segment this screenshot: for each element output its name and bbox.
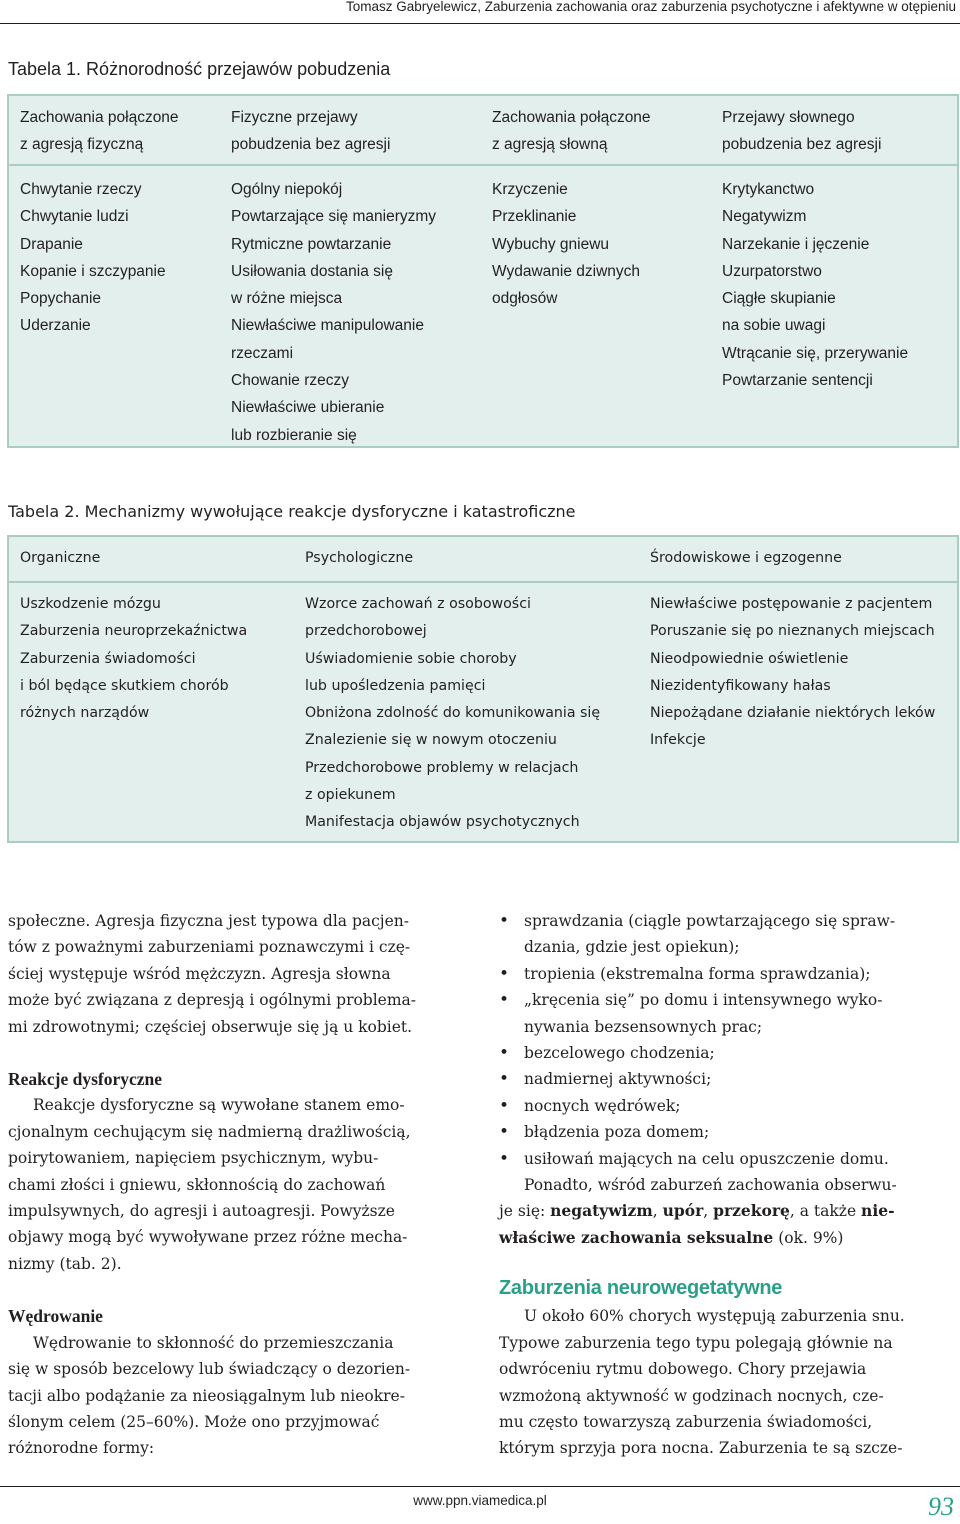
table1-header-col1 [20, 104, 179, 158]
table1-col1 [20, 176, 166, 340]
bold-term: nie- [861, 1201, 895, 1221]
table-cell: Uszkodzenie mózgu [20, 596, 161, 612]
table-cell: Nieodpowiednie oświetlenie [650, 650, 849, 667]
list-item [499, 1066, 959, 1092]
list-item [499, 908, 959, 961]
table2-caption: Tabela 2. Mechanizmy wywołujące reakcje dysforyczne i katastroficzne [8, 502, 576, 521]
table-cell: Kopanie i szczypanie [20, 262, 166, 280]
table-cell: Poruszanie się po nieznanych miejscach [650, 623, 935, 640]
left-text-column [8, 908, 468, 1462]
table-cell: rzeczami [231, 344, 294, 362]
table-cell: i ból będące skutkiem chorób [20, 677, 229, 694]
text-line: społeczne. Agresja fizyczna jest typowa dla pacjen- [8, 912, 410, 930]
table-cell: Niewłaściwe manipulowanie [231, 317, 424, 335]
table1-col3 [492, 176, 640, 312]
table-cell: Niewłaściwe postępowanie z pacjentem [650, 596, 933, 612]
text-span: je się: [499, 1202, 551, 1221]
table1-col4 [722, 176, 908, 394]
table2 [7, 535, 959, 843]
table-cell: Infekcje [650, 732, 706, 749]
header-line: z agresją słowną [492, 136, 608, 153]
list-item [499, 1119, 959, 1145]
text-line: tów z poważnymi zaburzeniami poznawczymi i czę- [8, 938, 411, 957]
text-line: • „kręcenia się” po domu i intensywnego wyko- [524, 991, 883, 1010]
text-line: może być związana z depresją i ogólnymi problema- [8, 991, 417, 1010]
text-line: mi zdrowotnymi; częściej obserwuje się ją u kobiet. [8, 1017, 413, 1036]
table1 [7, 94, 959, 448]
list-item [499, 1093, 959, 1119]
text-line: którym sprzyja pora nocna. Zaburzenia te są szcze- [499, 1439, 903, 1458]
table-cell: Niepożądane działanie niektórych leków [650, 705, 936, 722]
section-heading-dysphoric: Reakcje dysforyczne [8, 1069, 163, 1090]
table-cell: Narzekanie i jęczenie [722, 235, 870, 253]
bold-term: właściwe zachowania seksualne [499, 1227, 774, 1247]
table-cell: lub rozbieranie się [231, 426, 357, 444]
table-cell: Zaburzenia neuroprzekaźnictwa [20, 623, 248, 640]
table-cell: Ogólny niepokój [231, 181, 343, 198]
text-line: cjonalnym cechującym się nadmierną drażliwością, [8, 1122, 411, 1141]
table-cell: Wtrącanie się, przerywanie [722, 344, 909, 362]
wandering-forms-list [499, 908, 959, 1172]
table-cell: odgłosów [492, 290, 558, 308]
header-line: pobudzenia bez agresji [231, 136, 391, 153]
table1-header-rule [9, 164, 957, 166]
table2-col2 [305, 591, 600, 837]
table2-header-col2: Psychologiczne [305, 550, 414, 566]
text-line: • nocnych wędrówek; [524, 1096, 681, 1115]
text-line: ślonym celem (25–60%). Może ono przyjmować [8, 1412, 380, 1431]
table2-header-rule [9, 581, 957, 583]
table-cell: Niewłaściwe ubieranie [231, 399, 385, 417]
header-line: Fizyczne przejawy [231, 109, 358, 126]
bold-term: negatywizm [550, 1201, 653, 1221]
table-cell: Krytykanctwo [722, 181, 815, 198]
text-span: , a także [789, 1202, 862, 1221]
table-cell: na sobie uwagi [722, 317, 826, 335]
text-line: odwróceniu rytmu dobowego. Chory przejawia [499, 1360, 867, 1379]
table-cell: Rytmiczne powtarzanie [231, 235, 392, 253]
table-cell: Ciągłe skupianie [722, 290, 836, 308]
text-line: mu często towarzyszą zaburzenia świadomości, [499, 1412, 873, 1431]
list-item [499, 961, 959, 987]
table-cell: Uzurpatorstwo [722, 262, 822, 280]
footer-rule [0, 1486, 960, 1487]
table-cell: Przedchorobowe problemy w relacjach [305, 759, 579, 776]
right-text-column [499, 908, 959, 1462]
text-line: Wędrowanie to skłonność do przemieszczania [33, 1333, 394, 1352]
table-cell: Wybuchy gniewu [492, 235, 610, 253]
text-line: Ponadto, wśród zaburzeń zachowania obserwu- [524, 1176, 897, 1195]
text-span: , [652, 1202, 663, 1221]
bold-term: upór [662, 1201, 704, 1221]
section-heading-wandering: Wędrowanie [8, 1306, 103, 1327]
table2-header-col3: Środowiskowe i egzogenne [650, 550, 842, 566]
text-line: się w sposób bezcelowy lub świadczący o dezorien- [8, 1360, 411, 1379]
table1-header-col4 [722, 104, 881, 158]
header-line: Przejawy słownego [722, 109, 855, 126]
text-line: U około 60% chorych występują zaburzenia snu. [524, 1307, 905, 1326]
table2-col1 [20, 591, 247, 727]
table-cell: Wzorce zachowań z osobowości [305, 596, 531, 612]
text-line: Typowe zaburzenia tego typu polegają głównie na [499, 1333, 893, 1352]
table-cell: Drapanie [20, 235, 83, 253]
table1-header-col3 [492, 104, 651, 158]
list-item [499, 1040, 959, 1066]
footer-url: www.ppn.viamedica.pl [413, 1493, 547, 1508]
text-line: chami złości i gniewu, skłonnością do zachowań [8, 1175, 386, 1194]
table-cell: różnych narządów [20, 705, 150, 722]
table-cell: Krzyczenie [492, 181, 568, 198]
header-rule [0, 23, 960, 24]
text-line: nizmy (tab. 2). [8, 1254, 122, 1273]
table-cell: Chowanie rzeczy [231, 372, 350, 390]
text-line: wzmożoną aktywność w godzinach nocnych, cze- [499, 1386, 884, 1405]
table-cell: Chwytanie rzeczy [20, 181, 142, 198]
text-line: impulsywnych, do agresji i autoagresji. Powyższe [8, 1202, 395, 1221]
table-cell: Obniżona zdolność do komunikowania się [305, 705, 601, 722]
text-span: , [703, 1202, 714, 1221]
table-cell: Zaburzenia świadomości [20, 650, 196, 667]
table-cell: Uświadomienie sobie choroby [305, 650, 517, 667]
text-line: tacji albo podążanie za nieosiągalnym lub nieokre- [8, 1386, 405, 1405]
table1-header-col2 [231, 104, 390, 158]
list-item [499, 1146, 959, 1172]
table-cell: lub upośledzenia pamięci [305, 677, 486, 694]
list-item [499, 987, 959, 1040]
text-line: • tropienia (ekstremalna forma sprawdzania); [524, 964, 871, 983]
text-line: Reakcje dysforyczne są wywołane stanem emo- [33, 1096, 405, 1115]
table1-caption: Tabela 1. Różnorodność przejawów pobudzenia [8, 59, 391, 79]
header-line: pobudzenia bez agresji [722, 136, 882, 153]
header-line: Zachowania połączone [492, 109, 651, 126]
table-cell: przedchorobowej [305, 623, 427, 640]
text-line: • usiłowań mających na celu opuszczenie domu. [524, 1149, 889, 1168]
table2-header-col1: Organiczne [20, 550, 101, 566]
table-cell: Powtarzanie sentencji [722, 372, 873, 390]
table-cell: Manifestacja objawów psychotycznych [305, 814, 580, 831]
table-cell: Uderzanie [20, 317, 91, 335]
text-line [499, 1225, 959, 1251]
table2-col3 [650, 591, 935, 755]
table-cell: Przeklinanie [492, 208, 577, 226]
text-line: ściej występuje wśród mężczyzn. Agresja słowna [8, 964, 391, 983]
table1-col2 [231, 176, 436, 449]
table-cell: z opiekunem [305, 787, 396, 804]
text-line [499, 1198, 959, 1224]
header-line: z agresją fizyczną [20, 136, 144, 153]
header-line: Zachowania połączone [20, 109, 179, 126]
text-line: nywania bezsensownych prac; [524, 1017, 763, 1036]
text-line: • błądzenia poza domem; [524, 1123, 710, 1142]
table-cell: Znalezienie się w nowym otoczeniu [305, 732, 557, 749]
table-cell: Powtarzające się manieryzmy [231, 208, 437, 226]
text-line: • sprawdzania (ciągle powtarzającego się spraw- [524, 912, 896, 930]
running-header: Tomasz Gabryelewicz, Zaburzenia zachowania oraz zaburzenia psychotyczne i afektywne w otępieniu [345, 0, 956, 14]
text-line: objawy mogą być wywoływane przez różne mecha- [8, 1228, 408, 1247]
text-line: różnorodne formy: [8, 1439, 155, 1458]
table-cell: Niezidentyfikowany hałas [650, 677, 831, 694]
table-cell: Chwytanie ludzi [20, 208, 129, 226]
table-cell: Wydawanie dziwnych [492, 262, 641, 280]
page-number: 93 [928, 1492, 954, 1521]
text-line: • nadmiernej aktywności; [524, 1070, 712, 1089]
table-cell: Negatywizm [722, 208, 807, 226]
table-cell: Usiłowania dostania się [231, 262, 393, 280]
table-cell: w różne miejsca [231, 290, 343, 308]
text-span: (ok. 9%) [773, 1228, 844, 1247]
table-cell: Popychanie [20, 290, 102, 308]
text-line: • bezcelowego chodzenia; [524, 1044, 715, 1063]
text-line: dzania, gdzie jest opiekun); [524, 938, 740, 957]
section-heading-neurovegetative: Zaburzenia neurowegetatywne [499, 1277, 783, 1300]
text-line: poirytowaniem, napięciem psychicznym, wybu- [8, 1149, 379, 1168]
bold-term: przekorę [713, 1201, 790, 1221]
